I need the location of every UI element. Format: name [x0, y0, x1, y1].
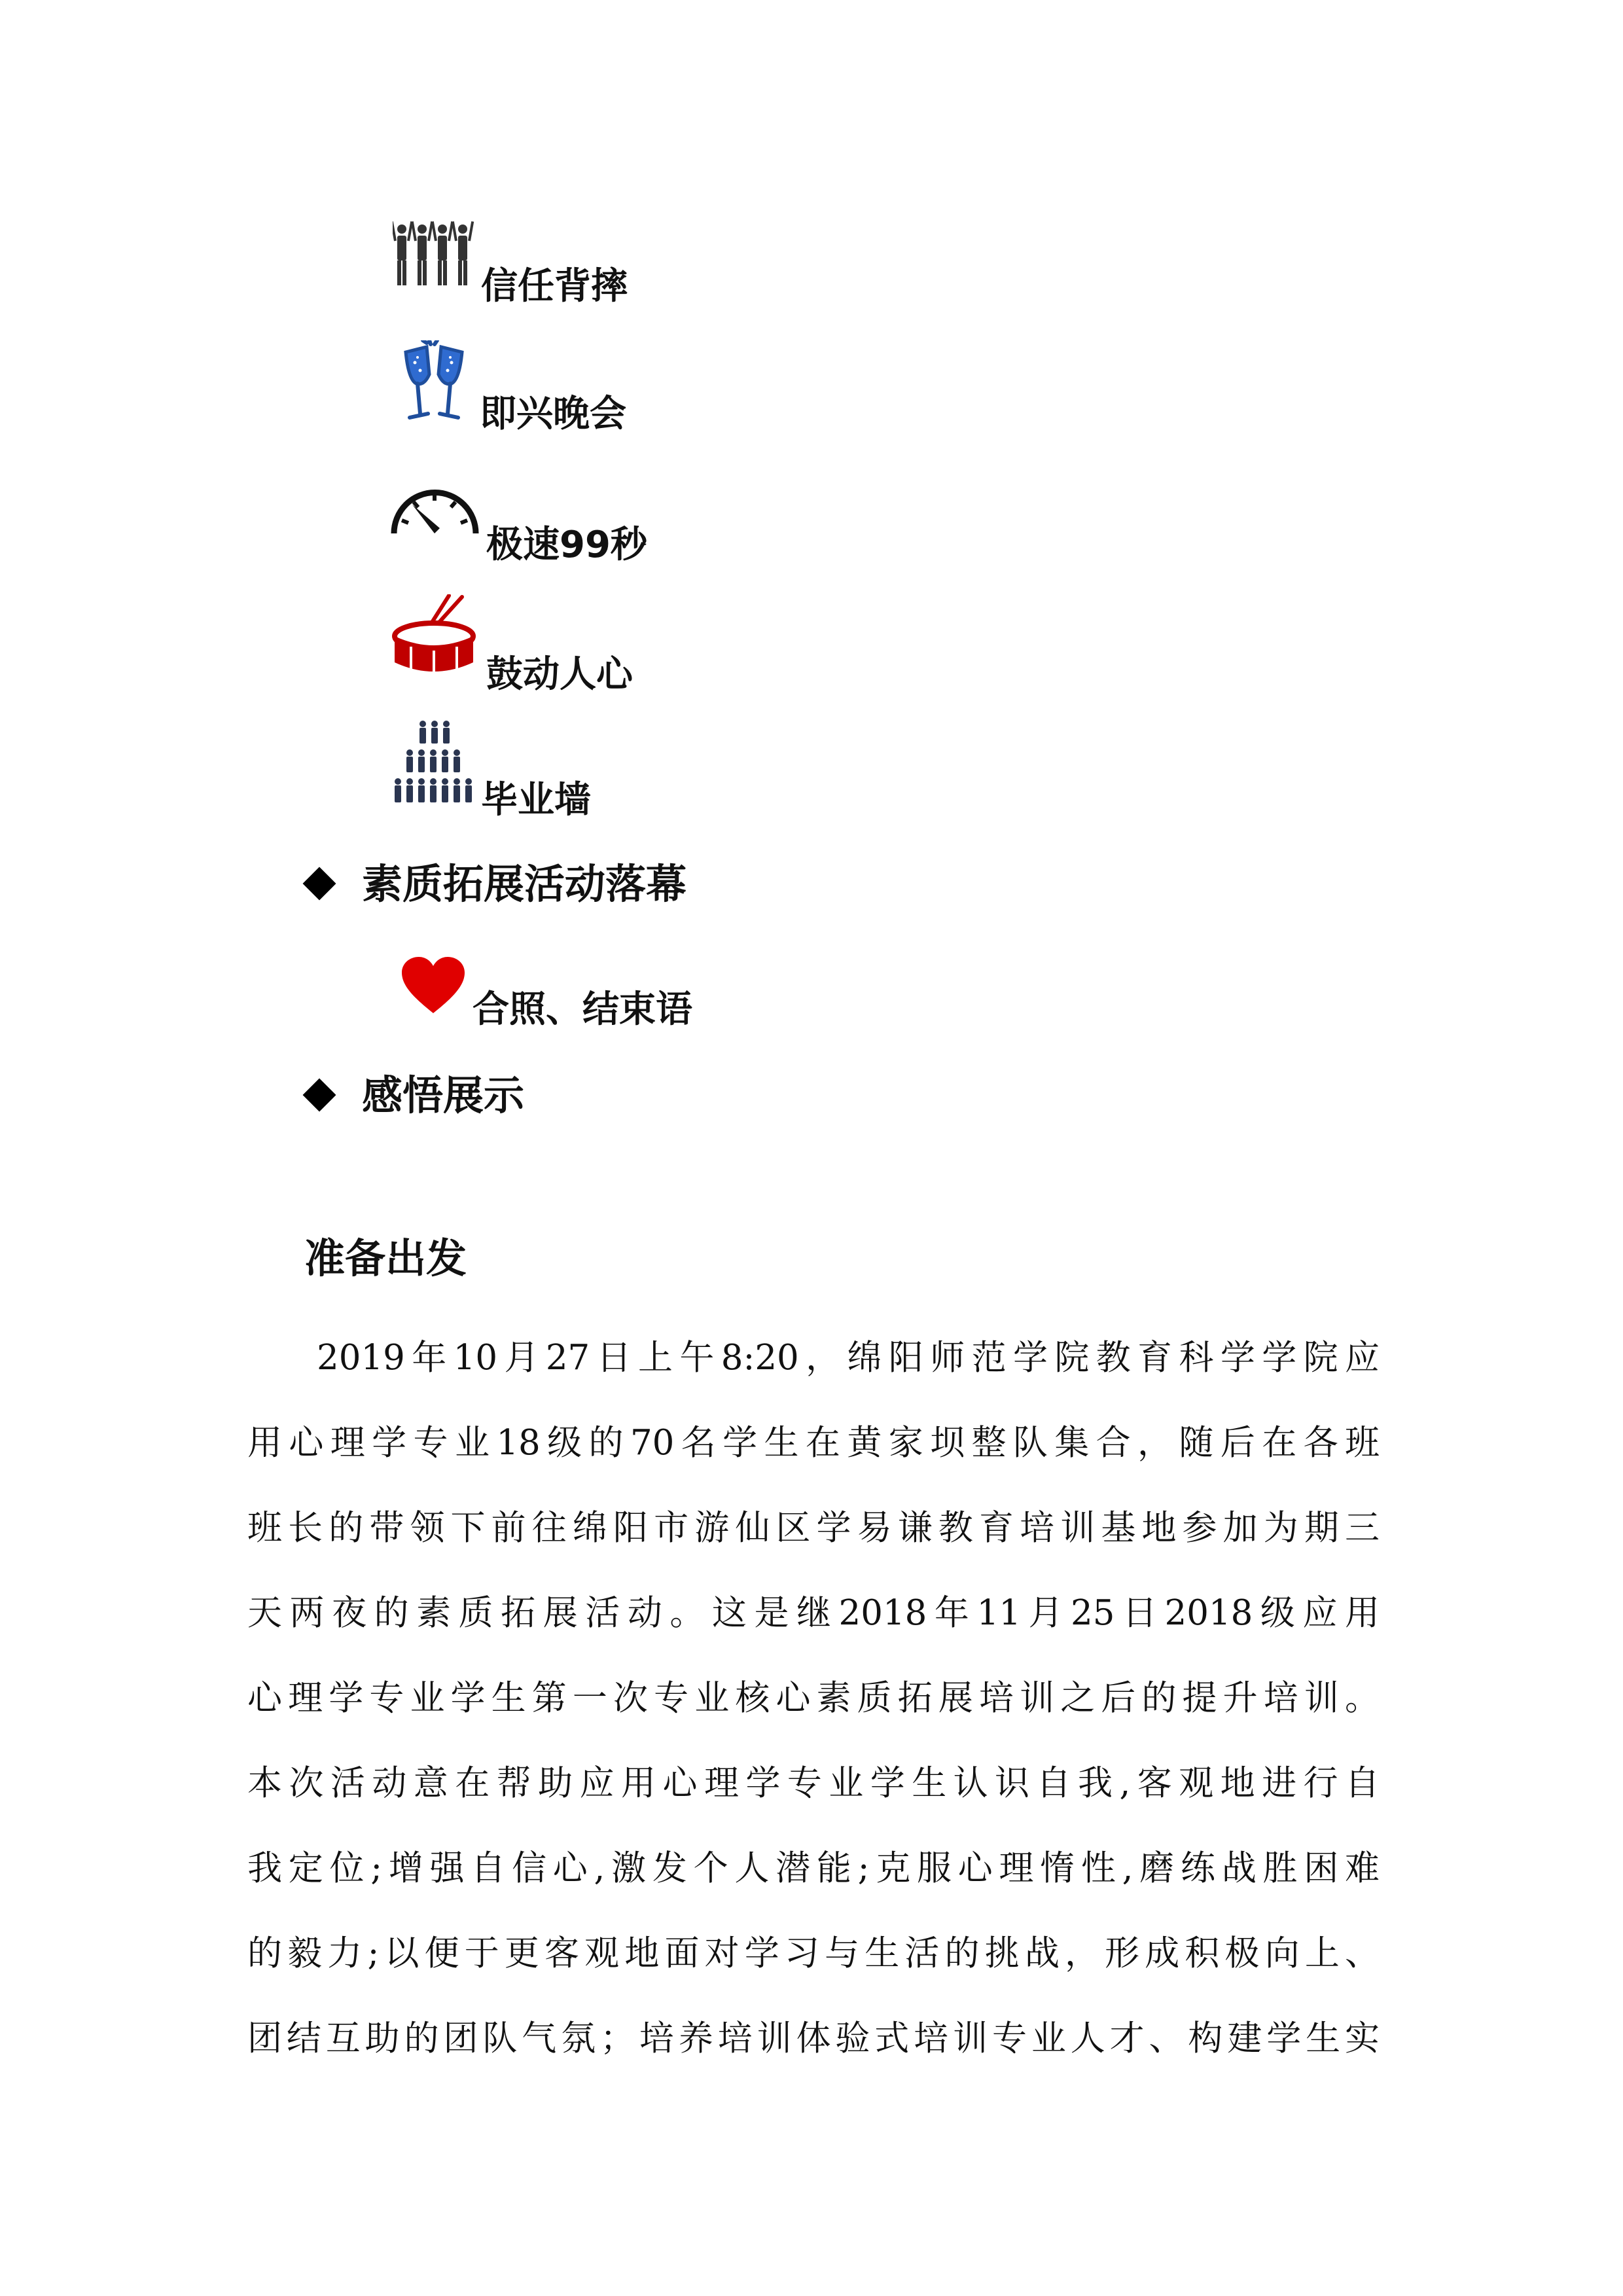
article-paragraph	[247, 1316, 1380, 2081]
activity-label: 鼓动人心	[486, 653, 633, 696]
paragraph-line: 我定位;增强自信心,激发个人潜能;克服心理惰性,磨练战胜困难	[247, 1848, 1380, 1888]
bullet-diamond-icon	[303, 867, 336, 901]
people-raised-hands-icon	[393, 221, 476, 287]
paragraph-line: 2019年10月27日上午8:20，绵阳师范学院教育科学学院应	[317, 1338, 1380, 1378]
paragraph-line: 团结互助的团队气氛；培养培训体验式培训专业人才、构建学生实	[247, 2018, 1380, 2058]
section-title-closing: 素质拓展活动落幕	[362, 860, 687, 908]
drum-icon	[391, 594, 476, 679]
activity-label: 极速99秒	[486, 524, 647, 566]
activity-label: 即兴晚会	[480, 393, 626, 435]
people-pyramid-icon	[393, 720, 478, 805]
heart-icon	[401, 956, 466, 1014]
paragraph-line: 用心理学专业18级的70名学生在黄家坝整队集合，随后在各班	[247, 1423, 1380, 1463]
paragraph-line: 心理学专业学生第一次专业核心素质拓展培训之后的提升培训。	[247, 1678, 1380, 1718]
section-title-reflection: 感悟展示	[362, 1071, 525, 1119]
speedometer-icon	[387, 481, 482, 537]
paragraph-line: 班长的带领下前往绵阳市游仙区学易谦教育培训基地参加为期三	[247, 1508, 1380, 1548]
activity-label: 毕业墙	[481, 779, 591, 821]
champagne-glasses-icon	[398, 340, 470, 425]
paragraph-line: 本次活动意在帮助应用心理学专业学生认识自我,客观地进行自	[247, 1763, 1380, 1803]
activity-label: 信任背摔	[481, 265, 628, 308]
bullet-diamond-icon	[303, 1079, 336, 1112]
article-heading: 准备出发	[304, 1234, 467, 1282]
paragraph-line: 的毅力;以便于更客观地面对学习与生活的挑战，形成积极向上、	[247, 1933, 1380, 1973]
closing-item-label: 合照、结束语	[473, 988, 692, 1031]
paragraph-line: 天两夜的素质拓展活动。这是继2018年11月25日2018级应用	[247, 1593, 1380, 1633]
